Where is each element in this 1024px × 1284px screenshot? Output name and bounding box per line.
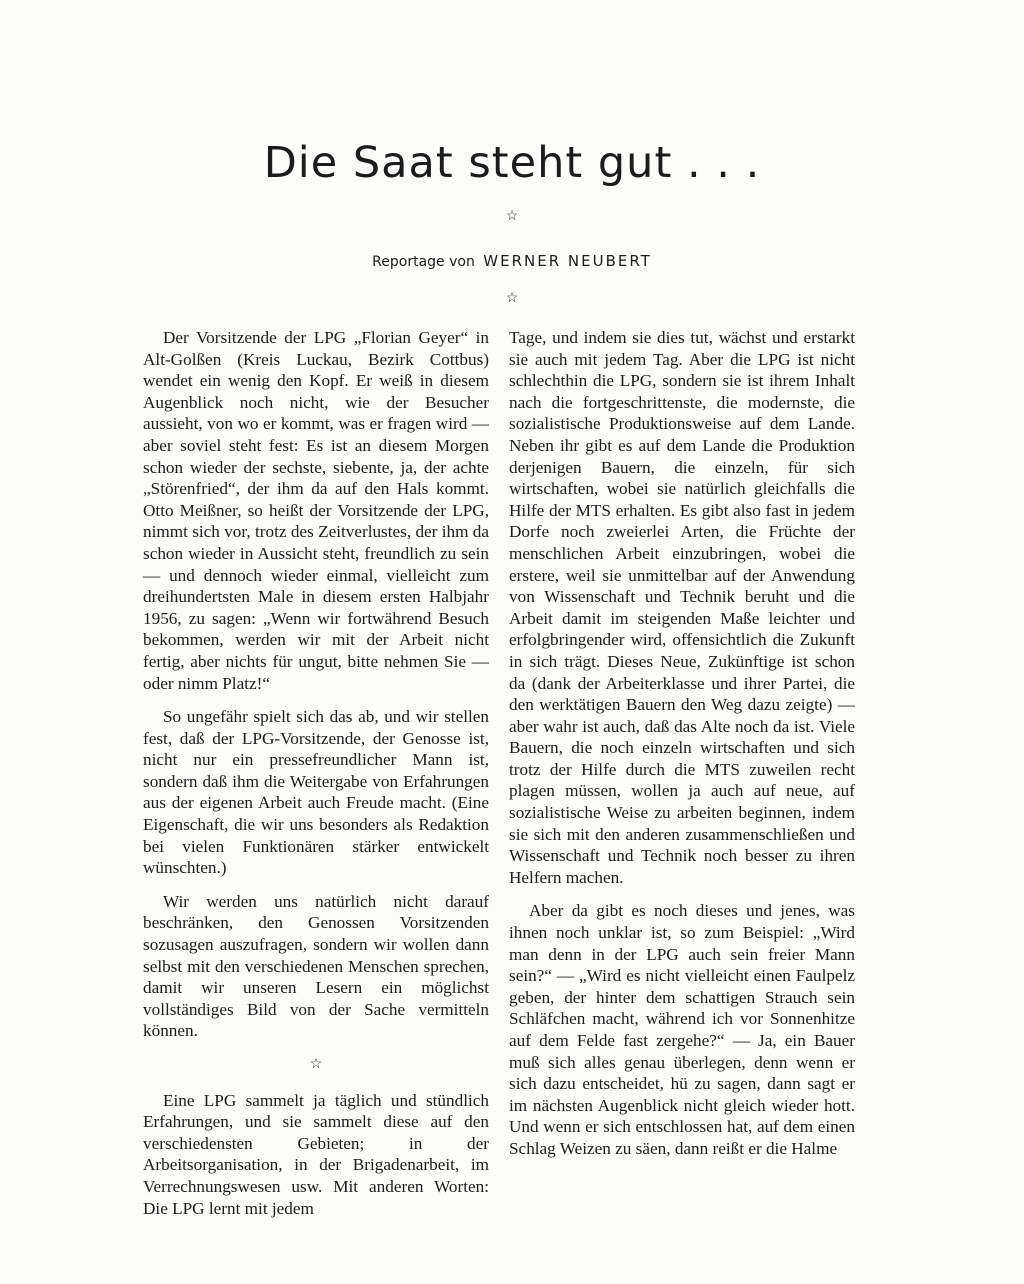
article-title: Die Saat steht gut . . . xyxy=(263,138,761,188)
byline xyxy=(0,252,1024,270)
byline-author: WERNER NEUBERT xyxy=(483,252,652,270)
star-ornament-bottom: ☆ xyxy=(505,290,519,306)
paragraph: Eine LPG sammelt ja täglich und stündlich Erfahrungen, und sie sammelt diese auf den verschiedensten Gebieten; in der Arbeitsorganisation, in der Brigadenarbeit, im Verrechnungswesen usw. Mit anderen Worten: Die LPG lernt mit jedem xyxy=(143,1090,489,1218)
right-column xyxy=(509,327,855,1172)
byline-prefix: Reportage von xyxy=(372,254,475,270)
paragraph: Aber da gibt es noch dieses und jenes, was ihnen noch unklar ist, so zum Beispiel: „Wird man denn in der LPG auch sein freier Mann sein?“ — „Wird es nicht vielleicht einen Faulpelz geben, der hinter dem schattigen Strauch sein Schläfchen macht, während ich vor Sonnenhitze auf dem Felde fast zergehe?“ — Ja, ein Bauer muß sich alles genau überlegen, denn wenn er sich dazu entscheidet, hü zu sagen, dann sagt er im nächsten Augenblick nicht gleich wieder hott. Und wenn er sich entschlossen hat, auf dem einen Schlag Weizen zu säen, dann reißt er die Halme xyxy=(509,901,855,1158)
paragraph: So ungefähr spielt sich das ab, und wir stellen fest, daß der LPG-Vorsitzende, der Genosse ist, nicht nur ein pressefreundlicher Mann ist, sondern daß ihm die Weitergabe von Erfahrungen aus der eigenen Arbeit auch Freude macht. (Eine Eigenschaft, die wir uns besonders als Redaktion bei vielen Funktionären stärker entwickelt wünschten.) xyxy=(143,707,489,878)
paragraph: Tage, und indem sie dies tut, wächst und erstarkt sie auch mit jedem Tag. Aber die LPG ist nicht schlechthin die LPG, sondern sie ist ihrem Inhalt nach die fortgeschrittenste, die modernste, die sozialistische Produktionsweise auf dem Lande. Neben ihr gibt es auf dem Lande die Produktion derjenigen Bauern, die einzeln, für sich wirtschaften, wobei sie natürlich gleichfalls die Hilfe der MTS erhalten. Es gibt also fast in jedem Dorfe noch zweierlei Arten, die Früchte der menschlichen Arbeit einzubringen, wobei die erstere, weil sie unmittelbar auf der Anwendung von Wissenschaft und Technik beruht und die Arbeit damit im steigenden Maße leichter und erfolgbringender wird, offensichtlich die Zukunft in sich trägt. Dieses Neue, Zukünftige ist schon da (dank der Arbeiterklasse und ihrer Partei, die den werktätigen Bauern den Weg dazu zeigte) — aber wahr ist auch, daß das Alte noch da ist. Viele Bauern, die noch einzeln wirtschaften und sich trotz der Hilfe durch die MTS zuweilen recht plagen müssen, wollen ja auch auf neue, auf sozialistische Weise zu arbeiten beginnen, indem sie sich mit den anderen zusammenschließen und Wissenschaft und Technik noch besser zu ihren Helfern machen. xyxy=(509,328,855,887)
star-ornament-top: ☆ xyxy=(505,208,519,224)
paragraph: Der Vorsitzende der LPG „Florian Geyer“ in Alt-Golßen (Kreis Luckau, Bezirk Cottbus) wendet ein wenig den Kopf. Er weiß in diesem Augenblick noch nicht, wie der Besucher aussieht, von wo er kommt, was er fragen wird — aber soviel steht fest: Es ist an diesem Morgen schon wieder der sechste, siebente, ja, der achte „Störenfried“, der ihm da auf den Hals kommt. Otto Meißner, so heißt der Vorsitzende der LPG, nimmt sich vor, trotz des Zeitverlustes, der ihm da schon wieder in Aussicht steht, freundlich zu sein — und dennoch wieder einmal, vielleicht zum dreihundertsten Male in diesem ersten Halbjahr 1956, zu sagen: „Wenn wir fortwährend Besuch bekommen, werden wir mit der Arbeit nicht fertig, aber nichts für ungut, bitte nehmen Sie — oder nimm Platz!“ xyxy=(143,328,489,693)
left-column xyxy=(143,327,489,1231)
star-ornament-section: ☆ xyxy=(309,1057,323,1072)
paragraph: Wir werden uns natürlich nicht darauf beschränken, den Genossen Vorsitzenden sozusagen auszufragen, sondern wir wollen dann selbst mit den verschiedenen Menschen sprechen, damit wir unseren Lesern ein möglichst vollständiges Bild von der Sache vermitteln können. xyxy=(143,891,489,1041)
